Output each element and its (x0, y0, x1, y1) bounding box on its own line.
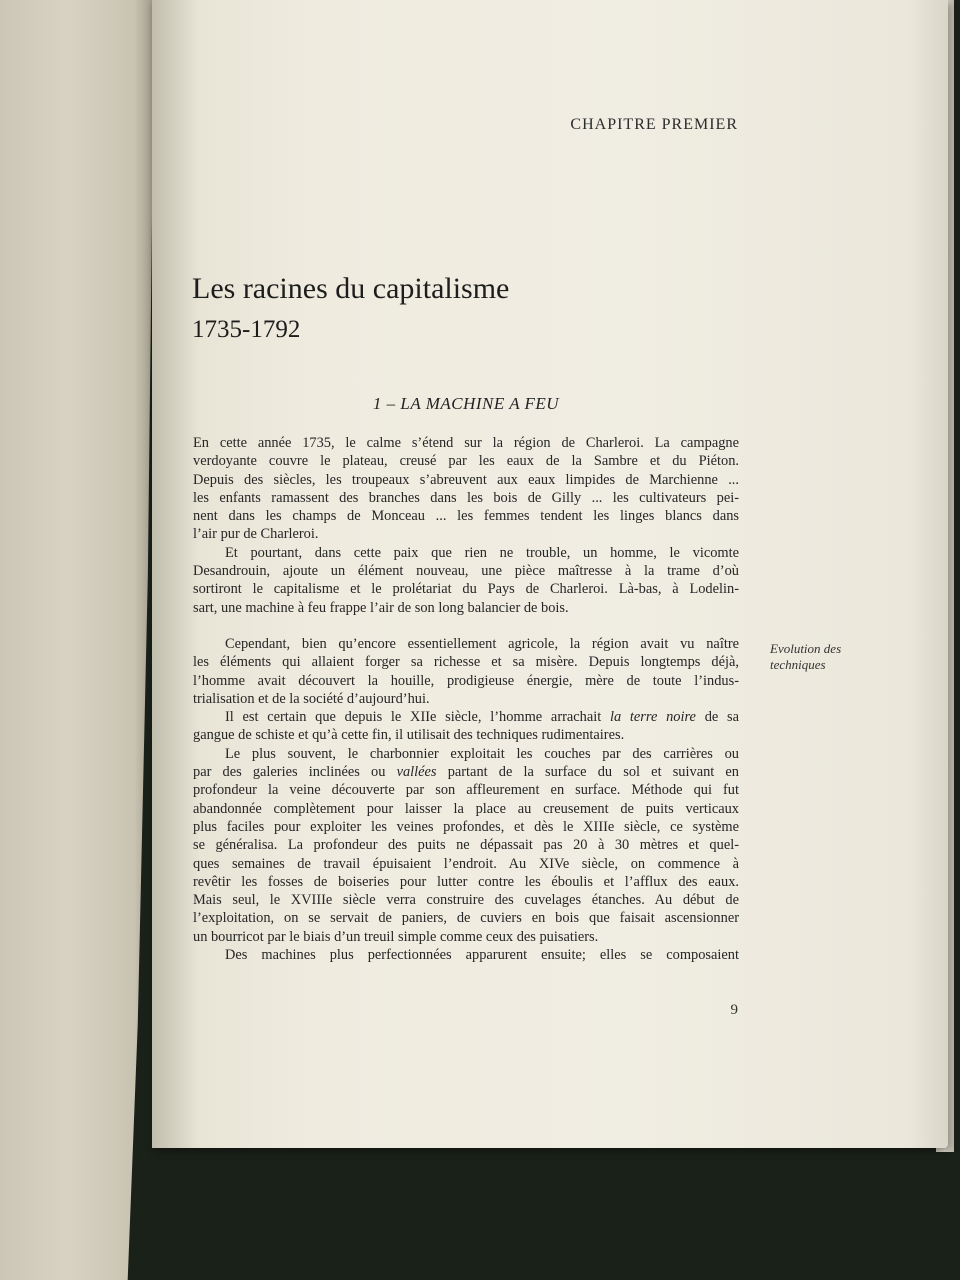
text-line: trialisation et de la société d’aujourd’hui. (193, 690, 430, 707)
text-line: Cependant, bien qu’encore essentiellement agricole, la région avait vu naître (225, 635, 739, 652)
section-heading: 1 – LA MACHINE A FEU (372, 394, 560, 413)
text-line: ques semaines de travail épuisaient l’endroit. Au XIVe siècle, on commence à (193, 855, 739, 872)
chapter-dates: 1735-1792 (192, 316, 301, 343)
text-line: Des machines plus perfectionnées apparurent ensuite; elles se composaient (225, 947, 739, 964)
text-line: profondeur la veine découverte par son affleurement en surface. Méthode qui fut (193, 782, 739, 799)
margin-note-line: techniques (770, 657, 826, 672)
paragraph-gap (193, 617, 739, 635)
text-line: Mais seul, le XVIIIe siècle verra construire des cuvelages étanches. Au début de (193, 892, 739, 909)
text-line: abandonnée complètement pour laisser la place au creusement de puits verticaux (193, 800, 739, 817)
text-line: Et pourtant, dans cette paix que rien ne trouble, un homme, le vicomte (225, 544, 739, 561)
text-line: sart, une machine à feu frappe l’air de son long balancier de bois. (193, 599, 569, 616)
text-line (193, 763, 739, 781)
body-text (193, 434, 739, 964)
text-line: l’exploitation, on se servait de paniers, de cuviers en bois que faisait ascensionner (193, 910, 739, 927)
text-line: verdoyante couvre le plateau, creusé par les eaux de la Sambre et du Piéton. (193, 453, 739, 470)
text-line: nent dans les champs de Monceau ... les femmes tendent les linges blancs dans (193, 508, 739, 525)
text-line: plus faciles pour exploiter les veines profondes, et dès le XIIIe siècle, ce système (193, 818, 739, 835)
text-line (193, 708, 739, 726)
page-number: 9 (730, 1002, 738, 1018)
text-line: Le plus souvent, le charbonnier exploitait les couches par des carrières ou (225, 745, 739, 762)
chapter-title: Les racines du capitalisme (192, 272, 510, 305)
text-line: se généralisa. La profondeur des puits ne dépassait pas 20 à 30 mètres et quel- (193, 837, 739, 854)
chapter-label: CHAPITRE PREMIER (570, 116, 738, 133)
text-line: gangue de schiste et qu’à cette fin, il utilisait des techniques rudimentaires. (193, 727, 625, 744)
text-line: les éléments qui allaient forger sa richesse et sa misère. Depuis longtemps déjà, (193, 654, 739, 671)
text-line: Desandrouin, ajoute un élément nouveau, une pièce maîtresse à la trame d’où (193, 563, 739, 580)
text-line: les enfants ramassent des branches dans les bois de Gilly ... les cultivateurs pei- (193, 489, 739, 506)
text-fragment: Il est certain que depuis le XIIe siècle, l’homme arrachait (225, 709, 602, 726)
text-fragment: partant de la surface du sol et suivant en (447, 764, 739, 781)
text-fragment: par des galeries inclinées ou (193, 764, 386, 781)
emphasis-text: vallées (396, 764, 437, 781)
emphasis-text: la terre noire (610, 709, 696, 726)
text-fragment: de sa (704, 709, 739, 726)
text-line: sortiront le capitalisme et le prolétariat du Pays de Charleroi. Là-bas, à Lodelin- (193, 581, 739, 598)
margin-note (770, 641, 841, 673)
text-line: revêtir les fosses de boiseries pour lutter contre les éboulis et l’afflux des eaux. (193, 873, 739, 890)
text-line: l’air pur de Charleroi. (193, 526, 319, 543)
facing-page (0, 0, 168, 1280)
text-line: Depuis des siècles, les troupeaux s’abreuvent aux eaux limpides de Marchienne ... (193, 471, 739, 488)
text-line: l’homme avait découvert la houille, prodigieuse énergie, mère de toute l’indus- (193, 672, 739, 689)
text-line: un bourricot par le biais d’un treuil simple comme ceux des puisatiers. (193, 928, 599, 945)
margin-note-line: Evolution des (770, 641, 842, 656)
text-line: En cette année 1735, le calme s’étend sur la région de Charleroi. La campagne (193, 435, 739, 451)
